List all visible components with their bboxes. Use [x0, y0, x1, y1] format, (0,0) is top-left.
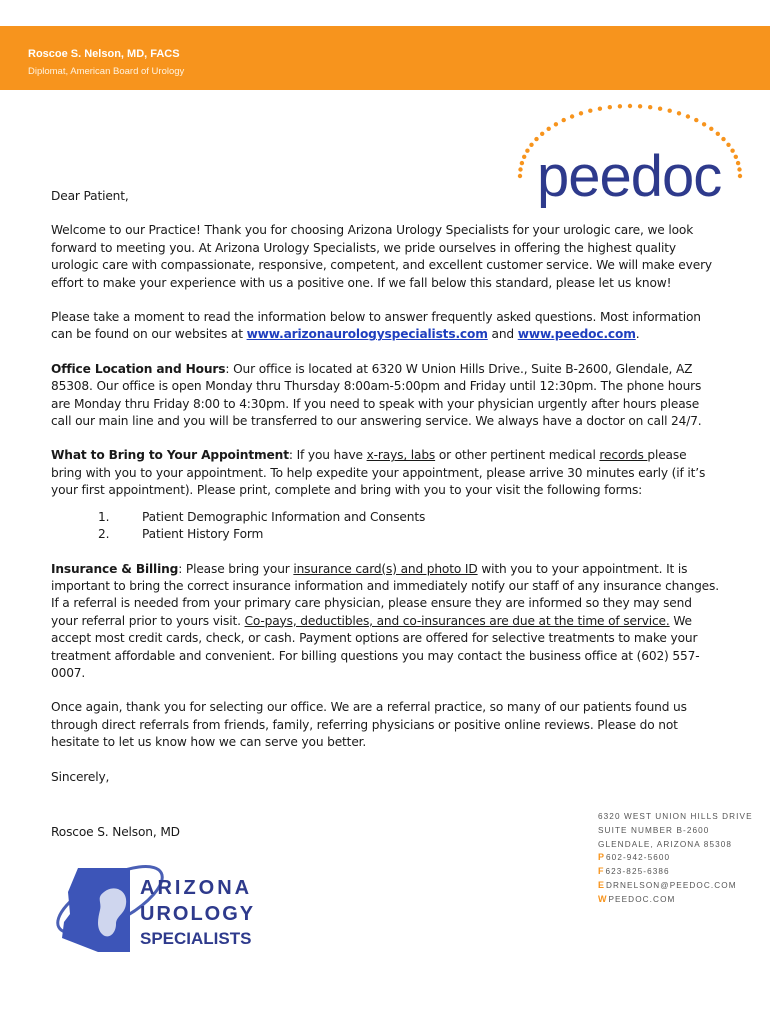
peedoc-arc-dot — [598, 107, 602, 111]
arizona-urology-logo — [50, 852, 275, 962]
peedoc-arc-dot — [702, 122, 706, 126]
address-block — [598, 810, 753, 907]
peedoc-arc-dot — [628, 104, 632, 108]
peedoc-arc-dot — [547, 127, 551, 131]
peedoc-arc-dot — [737, 167, 741, 171]
peedoc-arc-dot — [540, 132, 544, 136]
faq-paragraph: Please take a moment to read the information below to answer frequently asked questions. Most information can be found on our websites at www.arizonaurologyspecialists.com and www.peedoc.com. — [51, 310, 701, 342]
office-heading: Office Location and Hours — [51, 361, 226, 376]
closing: Sincerely, — [51, 769, 110, 784]
peedoc-arc-dot — [525, 149, 529, 153]
peedoc-arc-dot — [529, 143, 533, 147]
signature: Roscoe S. Nelson, MD — [51, 824, 180, 839]
insurance-heading: Insurance & Billing — [51, 561, 179, 576]
peedoc-arc-dot — [726, 143, 730, 147]
list-item: 1. Patient Demographic Information and Consents — [98, 509, 426, 524]
salutation: Dear Patient, — [51, 189, 129, 203]
peedoc-arc-dot — [579, 111, 583, 115]
peedoc-arc-dot — [570, 114, 574, 118]
website-link-peedoc[interactable]: www.peedoc.com — [517, 327, 636, 342]
thanks-paragraph: Once again, thank you for selecting our office. We are a referral practice, so many of our patients found us through direct referrals from friends, family, referring physicians or positive online reviews. Please do not hesitate to let us know how we can serve you better. — [51, 700, 687, 750]
address-fax: F 623-825-6386 — [598, 866, 670, 877]
physician-credential: Diplomat, American Board of Urology — [28, 66, 185, 77]
forms-list — [51, 509, 719, 544]
peedoc-arc-dot — [668, 109, 672, 113]
peedoc-arc-dot — [638, 104, 642, 108]
address-phone: P 602-942-5600 — [598, 852, 671, 863]
logo-line-arizona: ARIZONA — [140, 877, 253, 899]
peedoc-arc-dot — [608, 105, 612, 109]
peedoc-arc-dot — [588, 109, 592, 113]
peedoc-arc-dot — [716, 132, 720, 136]
office-paragraph: Office Location and Hours: Our office is located at 6320 W Union Hills Drive., Suite B-2600, Glendale, AZ 85308. Our office is open Monday thru Thursday 8:00am-5:00pm and Friday until 12:30pm. The phone hours are Monday thru Friday 8:00 to 4:30pm. If you need to speak with your physician urgently after hours please call our main line and you will be transferred to our answering service. We always have a doctor on call 24/7. — [51, 361, 702, 429]
logo-line-urology: UROLOGY — [140, 903, 256, 925]
peedoc-arc-dot — [648, 105, 652, 109]
address-email: E DRNELSON@PEEDOC.COM — [598, 879, 737, 890]
address-street: 6320 WEST UNION HILLS DRIVE — [598, 812, 753, 821]
bring-heading: What to Bring to Your Appointment — [51, 448, 289, 463]
peedoc-arc-dot — [534, 137, 538, 141]
peedoc-arc-dot — [520, 161, 524, 165]
address-suite: SUITE NUMBER B-2600 — [598, 825, 710, 835]
peedoc-arc-dot — [686, 114, 690, 118]
peedoc-arc-dot — [694, 118, 698, 122]
logo-line-specialists: SPECIALISTS — [140, 929, 252, 948]
peedoc-arc-dot — [677, 111, 681, 115]
address-web: W PEEDOC.COM — [598, 893, 676, 904]
insurance-paragraph: Insurance & Billing: Please bring your insurance card(s) and photo ID with you to your appointment. It is important to bring the correct insurance information and immediately notify our staff of any insurance changes. If a referral is needed from your primary care physician, please ensure they are informed so they may send your referral prior to yours visit. Co-pays, deductibles, and co-insurances are due at the time of service. We accept most credit cards, check, or cash. Payment options are offered for selective treatments to make your treatment affordable and convenient. For billing questions you may contact the business office at (602) 557-0007. — [51, 561, 719, 680]
peedoc-logo-text: peedoc — [537, 144, 722, 208]
peedoc-arc-dot — [554, 122, 558, 126]
peedoc-arc-dot — [562, 118, 566, 122]
peedoc-arc-dot — [518, 174, 522, 178]
physician-name: Roscoe S. Nelson, MD, FACS — [28, 48, 180, 60]
peedoc-arc-dot — [522, 155, 526, 159]
peedoc-arc-dot — [658, 107, 662, 111]
peedoc-arc-dot — [518, 167, 522, 171]
peedoc-arc-dot — [736, 161, 740, 165]
peedoc-arc-dot — [734, 155, 738, 159]
list-item: 2. Patient History Form — [98, 527, 264, 542]
welcome-paragraph: Welcome to our Practice! Thank you for choosing Arizona Urology Specialists for your urologic care, we look forward to meeting you. At Arizona Urology Specialists, we pride ourselves in offering the highest quality urologic care with compassionate, responsive, competent, and excellent customer service. We will make every effort to make your experience with us a positive one. If we fall below this standard, please let us know! — [51, 223, 712, 290]
peedoc-arc-dot — [730, 149, 734, 153]
address-city: GLENDALE, ARIZONA 85308 — [598, 839, 733, 849]
peedoc-arc-dot — [618, 104, 622, 108]
letter-body — [51, 188, 719, 858]
bring-paragraph: What to Bring to Your Appointment: If you have x-rays, labs or other pertinent medical records please bring with you to your appointment. To help expedite your appointment, please arrive 30 minutes early (if it’s your first appointment). Please print, complete and bring with you to your visit the following forms: — [51, 448, 706, 498]
peedoc-arc-dot — [709, 127, 713, 131]
peedoc-arc-dot — [721, 137, 725, 141]
website-link-aus[interactable]: www.arizonaurologyspecialists.com — [246, 327, 488, 342]
peedoc-arc-dot — [738, 174, 742, 178]
